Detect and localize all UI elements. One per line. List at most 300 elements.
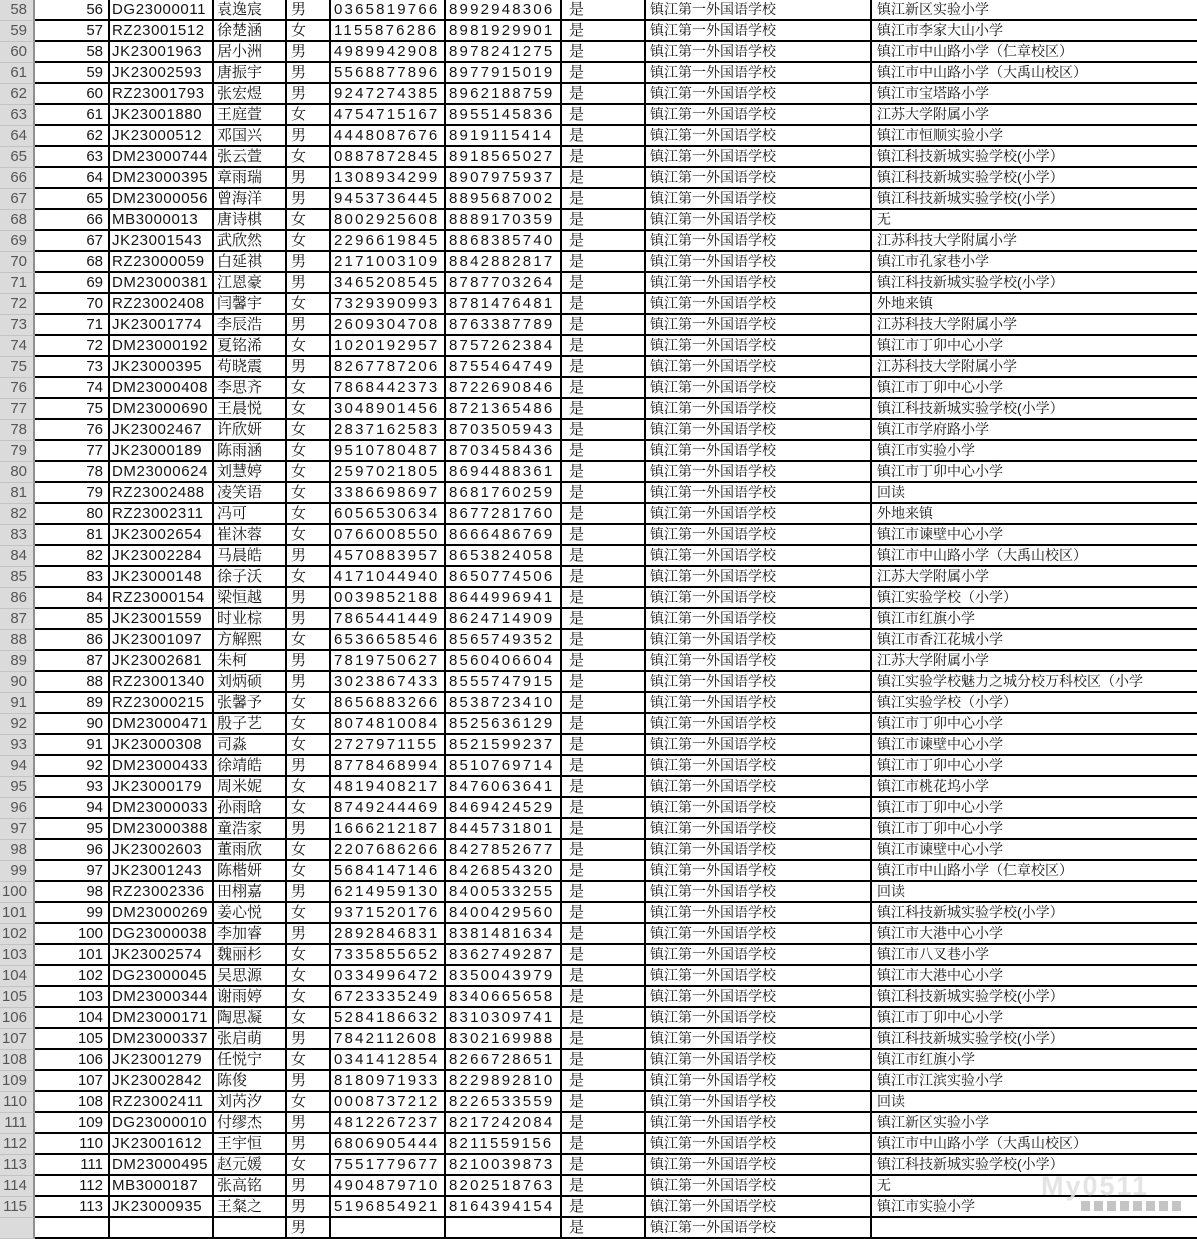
confirm-flag-cell[interactable]: 是 <box>562 693 646 714</box>
id-number-1-cell[interactable]: 9247274385 <box>331 84 446 105</box>
origin-school-cell[interactable]: 镇江市丁卯中心小学 <box>872 1008 1197 1029</box>
student-name-cell[interactable]: 徐靖皓 <box>214 756 287 777</box>
sequence-cell[interactable]: 88 <box>35 672 110 693</box>
admitted-school-cell[interactable]: 镇江第一外国语学校 <box>646 1092 872 1113</box>
id-number-2-cell[interactable]: 8555747915 <box>446 672 562 693</box>
row-number-header[interactable]: 64 <box>0 126 35 147</box>
gender-cell[interactable]: 男 <box>287 588 331 609</box>
row-number-header[interactable]: 100 <box>0 882 35 903</box>
id-number-1-cell[interactable]: 2597021805 <box>331 462 446 483</box>
gender-cell[interactable]: 女 <box>287 840 331 861</box>
student-code-cell[interactable]: JK23001559 <box>110 609 214 630</box>
gender-cell[interactable]: 男 <box>287 1176 331 1197</box>
sequence-cell[interactable]: 82 <box>35 546 110 567</box>
gender-cell[interactable]: 女 <box>287 462 331 483</box>
id-number-2-cell[interactable]: 8362749287 <box>446 945 562 966</box>
origin-school-cell[interactable]: 镇江市丁卯中心小学 <box>872 336 1197 357</box>
confirm-flag-cell[interactable]: 是 <box>562 861 646 882</box>
sequence-cell[interactable]: 107 <box>35 1071 110 1092</box>
sequence-cell[interactable]: 94 <box>35 798 110 819</box>
origin-school-cell[interactable]: 镇江市香江花城小学 <box>872 630 1197 651</box>
gender-cell[interactable]: 男 <box>287 84 331 105</box>
admitted-school-cell[interactable]: 镇江第一外国语学校 <box>646 1155 872 1176</box>
origin-school-cell[interactable]: 镇江市谏壁中心小学 <box>872 735 1197 756</box>
gender-cell[interactable]: 女 <box>287 399 331 420</box>
origin-school-cell[interactable]: 镇江市中山路小学（大禹山校区） <box>872 1134 1197 1155</box>
id-number-2-cell[interactable]: 8653824058 <box>446 546 562 567</box>
sequence-cell[interactable]: 61 <box>35 105 110 126</box>
admitted-school-cell[interactable]: 镇江第一外国语学校 <box>646 588 872 609</box>
gender-cell[interactable]: 男 <box>287 273 331 294</box>
student-name-cell[interactable]: 童浩家 <box>214 819 287 840</box>
row-number-header[interactable]: 74 <box>0 336 35 357</box>
gender-cell[interactable]: 男 <box>287 882 331 903</box>
sequence-cell[interactable]: 68 <box>35 252 110 273</box>
gender-cell[interactable]: 女 <box>287 945 331 966</box>
student-code-cell[interactable]: RZ23001512 <box>110 21 214 42</box>
student-name-cell[interactable]: 刘芮汐 <box>214 1092 287 1113</box>
confirm-flag-cell[interactable]: 是 <box>562 210 646 231</box>
confirm-flag-cell[interactable]: 是 <box>562 798 646 819</box>
admitted-school-cell[interactable]: 镇江第一外国语学校 <box>646 420 872 441</box>
id-number-1-cell[interactable]: 8267787206 <box>331 357 446 378</box>
id-number-2-cell[interactable]: 8681760259 <box>446 483 562 504</box>
origin-school-cell[interactable]: 镇江科技新城实验学校(小学） <box>872 399 1197 420</box>
sequence-cell[interactable]: 103 <box>35 987 110 1008</box>
student-name-cell[interactable]: 江恩豪 <box>214 273 287 294</box>
admitted-school-cell[interactable]: 镇江第一外国语学校 <box>646 189 872 210</box>
gender-cell[interactable]: 男 <box>287 252 331 273</box>
admitted-school-cell[interactable]: 镇江第一外国语学校 <box>646 1176 872 1197</box>
id-number-2-cell[interactable]: 8919115414 <box>446 126 562 147</box>
gender-cell[interactable]: 女 <box>287 987 331 1008</box>
student-name-cell[interactable]: 徐楚涵 <box>214 21 287 42</box>
sequence-cell[interactable]: 71 <box>35 315 110 336</box>
origin-school-cell[interactable]: 镇江市丁卯中心小学 <box>872 798 1197 819</box>
student-name-cell[interactable]: 武欣然 <box>214 231 287 252</box>
student-code-cell[interactable]: JK23000308 <box>110 735 214 756</box>
row-number-header[interactable]: 71 <box>0 273 35 294</box>
id-number-2-cell[interactable]: 8340665658 <box>446 987 562 1008</box>
id-number-1-cell[interactable]: 2296619845 <box>331 231 446 252</box>
student-code-cell[interactable]: JK23001543 <box>110 231 214 252</box>
student-code-cell[interactable]: JK23001279 <box>110 1050 214 1071</box>
student-code-cell[interactable]: DM23000192 <box>110 336 214 357</box>
confirm-flag-cell[interactable]: 是 <box>562 1134 646 1155</box>
row-number-header[interactable]: 112 <box>0 1134 35 1155</box>
student-code-cell[interactable]: JK23002603 <box>110 840 214 861</box>
id-number-2-cell[interactable]: 8889170359 <box>446 210 562 231</box>
confirm-flag-cell[interactable]: 是 <box>562 1113 646 1134</box>
row-number-header[interactable]: 102 <box>0 924 35 945</box>
id-number-2-cell[interactable]: 8907975937 <box>446 168 562 189</box>
id-number-1-cell[interactable]: 7868442373 <box>331 378 446 399</box>
origin-school-cell[interactable]: 镇江新区实验小学 <box>872 1113 1197 1134</box>
id-number-1-cell[interactable]: 6806905444 <box>331 1134 446 1155</box>
row-number-header[interactable]: 78 <box>0 420 35 441</box>
sequence-cell[interactable]: 97 <box>35 861 110 882</box>
gender-cell[interactable]: 女 <box>287 1008 331 1029</box>
student-name-cell[interactable]: 陈楷妍 <box>214 861 287 882</box>
gender-cell[interactable]: 男 <box>287 357 331 378</box>
admitted-school-cell[interactable]: 镇江第一外国语学校 <box>646 441 872 462</box>
id-number-1-cell[interactable]: 5284186632 <box>331 1008 446 1029</box>
student-name-cell[interactable]: 夏铭浠 <box>214 336 287 357</box>
gender-cell[interactable]: 女 <box>287 504 331 525</box>
id-number-1-cell[interactable]: 0766008550 <box>331 525 446 546</box>
student-name-cell[interactable]: 张宏煜 <box>214 84 287 105</box>
student-code-cell[interactable]: DM23000495 <box>110 1155 214 1176</box>
id-number-2-cell[interactable]: 8666486769 <box>446 525 562 546</box>
student-name-cell[interactable]: 徐子沃 <box>214 567 287 588</box>
admitted-school-cell[interactable]: 镇江第一外国语学校 <box>646 1008 872 1029</box>
id-number-2-cell[interactable]: 8476063641 <box>446 777 562 798</box>
confirm-flag-cell[interactable]: 是 <box>562 735 646 756</box>
id-number-1-cell[interactable]: 8002925608 <box>331 210 446 231</box>
student-name-cell[interactable]: 刘炳硕 <box>214 672 287 693</box>
gender-cell[interactable]: 男 <box>287 609 331 630</box>
student-name-cell[interactable]: 冯可 <box>214 504 287 525</box>
id-number-1-cell[interactable] <box>331 1218 446 1239</box>
sequence-cell[interactable]: 76 <box>35 420 110 441</box>
id-number-2-cell[interactable]: 8918565027 <box>446 147 562 168</box>
gender-cell[interactable]: 女 <box>287 441 331 462</box>
student-name-cell[interactable]: 邓国兴 <box>214 126 287 147</box>
id-number-1-cell[interactable]: 7842112608 <box>331 1029 446 1050</box>
id-number-1-cell[interactable]: 4754715167 <box>331 105 446 126</box>
student-name-cell[interactable]: 时业棕 <box>214 609 287 630</box>
id-number-2-cell[interactable]: 8624714909 <box>446 609 562 630</box>
sequence-cell[interactable]: 111 <box>35 1155 110 1176</box>
confirm-flag-cell[interactable]: 是 <box>562 21 646 42</box>
gender-cell[interactable]: 女 <box>287 714 331 735</box>
confirm-flag-cell[interactable]: 是 <box>562 399 646 420</box>
admitted-school-cell[interactable]: 镇江第一外国语学校 <box>646 147 872 168</box>
student-code-cell[interactable]: DG23000010 <box>110 1113 214 1134</box>
admitted-school-cell[interactable]: 镇江第一外国语学校 <box>646 945 872 966</box>
sequence-cell[interactable]: 89 <box>35 693 110 714</box>
student-name-cell[interactable]: 魏丽杉 <box>214 945 287 966</box>
origin-school-cell[interactable]: 镇江市八叉巷小学 <box>872 945 1197 966</box>
student-name-cell[interactable]: 凌笑语 <box>214 483 287 504</box>
row-number-header[interactable]: 73 <box>0 315 35 336</box>
student-name-cell[interactable]: 付缪杰 <box>214 1113 287 1134</box>
id-number-1-cell[interactable]: 4570883957 <box>331 546 446 567</box>
gender-cell[interactable]: 女 <box>287 1155 331 1176</box>
student-code-cell[interactable]: DG23000011 <box>110 0 214 21</box>
origin-school-cell[interactable]: 镇江市实验小学 <box>872 441 1197 462</box>
admitted-school-cell[interactable]: 镇江第一外国语学校 <box>646 777 872 798</box>
sequence-cell[interactable]: 70 <box>35 294 110 315</box>
id-number-1-cell[interactable]: 1666212187 <box>331 819 446 840</box>
gender-cell[interactable]: 男 <box>287 42 331 63</box>
confirm-flag-cell[interactable]: 是 <box>562 819 646 840</box>
id-number-1-cell[interactable]: 1020192957 <box>331 336 446 357</box>
student-code-cell[interactable]: RZ23002311 <box>110 504 214 525</box>
row-number-header[interactable]: 94 <box>0 756 35 777</box>
id-number-1-cell[interactable]: 4171044940 <box>331 567 446 588</box>
admitted-school-cell[interactable]: 镇江第一外国语学校 <box>646 1113 872 1134</box>
id-number-1-cell[interactable]: 8656883266 <box>331 693 446 714</box>
gender-cell[interactable]: 男 <box>287 0 331 21</box>
id-number-2-cell[interactable]: 8644996941 <box>446 588 562 609</box>
confirm-flag-cell[interactable]: 是 <box>562 42 646 63</box>
student-code-cell[interactable]: MB3000013 <box>110 210 214 231</box>
admitted-school-cell[interactable]: 镇江第一外国语学校 <box>646 1197 872 1218</box>
sequence-cell[interactable]: 102 <box>35 966 110 987</box>
id-number-2-cell[interactable]: 8763387789 <box>446 315 562 336</box>
row-number-header[interactable]: 76 <box>0 378 35 399</box>
gender-cell[interactable]: 女 <box>287 966 331 987</box>
student-code-cell[interactable]: JK23000189 <box>110 441 214 462</box>
student-name-cell[interactable]: 张云萱 <box>214 147 287 168</box>
student-name-cell[interactable]: 马晨皓 <box>214 546 287 567</box>
row-number-header[interactable]: 110 <box>0 1092 35 1113</box>
row-number-header[interactable]: 65 <box>0 147 35 168</box>
sequence-cell[interactable]: 56 <box>35 0 110 21</box>
origin-school-cell[interactable]: 回读 <box>872 1092 1197 1113</box>
gender-cell[interactable]: 女 <box>287 777 331 798</box>
id-number-1-cell[interactable]: 6723335249 <box>331 987 446 1008</box>
admitted-school-cell[interactable]: 镇江第一外国语学校 <box>646 1029 872 1050</box>
id-number-2-cell[interactable]: 8310309741 <box>446 1008 562 1029</box>
origin-school-cell[interactable]: 镇江市丁卯中心小学 <box>872 819 1197 840</box>
confirm-flag-cell[interactable]: 是 <box>562 672 646 693</box>
gender-cell[interactable]: 男 <box>287 819 331 840</box>
student-name-cell[interactable]: 章雨瑞 <box>214 168 287 189</box>
origin-school-cell[interactable]: 镇江科技新城实验学校(小学） <box>872 987 1197 1008</box>
admitted-school-cell[interactable]: 镇江第一外国语学校 <box>646 210 872 231</box>
admitted-school-cell[interactable]: 镇江第一外国语学校 <box>646 714 872 735</box>
id-number-2-cell[interactable]: 8426854320 <box>446 861 562 882</box>
origin-school-cell[interactable]: 镇江市大港中心小学 <box>872 924 1197 945</box>
student-code-cell[interactable]: DM23000395 <box>110 168 214 189</box>
confirm-flag-cell[interactable]: 是 <box>562 420 646 441</box>
sequence-cell[interactable]: 81 <box>35 525 110 546</box>
admitted-school-cell[interactable]: 镇江第一外国语学校 <box>646 315 872 336</box>
origin-school-cell[interactable]: 无 <box>872 1176 1197 1197</box>
id-number-2-cell[interactable]: 8694488361 <box>446 462 562 483</box>
gender-cell[interactable]: 男 <box>287 63 331 84</box>
student-code-cell[interactable]: DM23000171 <box>110 1008 214 1029</box>
admitted-school-cell[interactable]: 镇江第一外国语学校 <box>646 252 872 273</box>
id-number-2-cell[interactable]: 8521599237 <box>446 735 562 756</box>
student-name-cell[interactable]: 李辰浩 <box>214 315 287 336</box>
sequence-cell[interactable]: 75 <box>35 399 110 420</box>
origin-school-cell[interactable]: 江苏大学附属小学 <box>872 651 1197 672</box>
sequence-cell[interactable]: 72 <box>35 336 110 357</box>
id-number-1-cell[interactable]: 7865441449 <box>331 609 446 630</box>
origin-school-cell[interactable]: 镇江科技新城实验学校(小学） <box>872 147 1197 168</box>
admitted-school-cell[interactable]: 镇江第一外国语学校 <box>646 483 872 504</box>
sequence-cell[interactable]: 83 <box>35 567 110 588</box>
origin-school-cell[interactable]: 外地来镇 <box>872 294 1197 315</box>
gender-cell[interactable]: 女 <box>287 231 331 252</box>
id-number-1-cell[interactable]: 9510780487 <box>331 441 446 462</box>
admitted-school-cell[interactable]: 镇江第一外国语学校 <box>646 378 872 399</box>
student-code-cell[interactable]: JK23001097 <box>110 630 214 651</box>
id-number-1-cell[interactable]: 3465208545 <box>331 273 446 294</box>
confirm-flag-cell[interactable]: 是 <box>562 462 646 483</box>
admitted-school-cell[interactable]: 镇江第一外国语学校 <box>646 1050 872 1071</box>
student-name-cell[interactable]: 任悦宁 <box>214 1050 287 1071</box>
student-name-cell[interactable]: 闫馨宇 <box>214 294 287 315</box>
admitted-school-cell[interactable]: 镇江第一外国语学校 <box>646 231 872 252</box>
student-code-cell[interactable]: RZ23000059 <box>110 252 214 273</box>
admitted-school-cell[interactable]: 镇江第一外国语学校 <box>646 672 872 693</box>
id-number-1-cell[interactable]: 7335855652 <box>331 945 446 966</box>
sequence-cell[interactable]: 63 <box>35 147 110 168</box>
origin-school-cell[interactable]: 镇江市中山路小学（大禹山校区） <box>872 63 1197 84</box>
origin-school-cell[interactable]: 镇江实验学校（小学） <box>872 693 1197 714</box>
student-name-cell[interactable]: 唐诗棋 <box>214 210 287 231</box>
origin-school-cell[interactable]: 镇江市红旗小学 <box>872 1050 1197 1071</box>
id-number-2-cell[interactable]: 8962188759 <box>446 84 562 105</box>
id-number-2-cell[interactable]: 8538723410 <box>446 693 562 714</box>
origin-school-cell[interactable]: 江苏科技大学附属小学 <box>872 357 1197 378</box>
origin-school-cell[interactable]: 镇江市红旗小学 <box>872 609 1197 630</box>
row-number-header[interactable]: 85 <box>0 567 35 588</box>
gender-cell[interactable]: 男 <box>287 756 331 777</box>
student-name-cell[interactable]: 曾海洋 <box>214 189 287 210</box>
student-name-cell[interactable]: 许欣妍 <box>214 420 287 441</box>
confirm-flag-cell[interactable]: 是 <box>562 1155 646 1176</box>
row-number-header[interactable] <box>0 1218 35 1239</box>
id-number-2-cell[interactable]: 8266728651 <box>446 1050 562 1071</box>
confirm-flag-cell[interactable]: 是 <box>562 189 646 210</box>
row-number-header[interactable]: 82 <box>0 504 35 525</box>
gender-cell[interactable]: 女 <box>287 21 331 42</box>
gender-cell[interactable]: 女 <box>287 336 331 357</box>
confirm-flag-cell[interactable]: 是 <box>562 357 646 378</box>
student-code-cell[interactable]: JK23002284 <box>110 546 214 567</box>
confirm-flag-cell[interactable]: 是 <box>562 651 646 672</box>
student-code-cell[interactable]: JK23002681 <box>110 651 214 672</box>
gender-cell[interactable]: 女 <box>287 483 331 504</box>
origin-school-cell[interactable]: 镇江科技新城实验学校(小学） <box>872 168 1197 189</box>
student-code-cell[interactable]: JK23001612 <box>110 1134 214 1155</box>
student-name-cell[interactable]: 王庭萱 <box>214 105 287 126</box>
admitted-school-cell[interactable]: 镇江第一外国语学校 <box>646 273 872 294</box>
student-name-cell[interactable]: 李加睿 <box>214 924 287 945</box>
row-number-header[interactable]: 105 <box>0 987 35 1008</box>
id-number-2-cell[interactable]: 8721365486 <box>446 399 562 420</box>
gender-cell[interactable]: 女 <box>287 525 331 546</box>
admitted-school-cell[interactable]: 镇江第一外国语学校 <box>646 21 872 42</box>
gender-cell[interactable]: 女 <box>287 567 331 588</box>
origin-school-cell[interactable]: 镇江市恒顺实验小学 <box>872 126 1197 147</box>
admitted-school-cell[interactable]: 镇江第一外国语学校 <box>646 294 872 315</box>
student-code-cell[interactable]: DM23000433 <box>110 756 214 777</box>
student-code-cell[interactable]: RZ23002336 <box>110 882 214 903</box>
id-number-1-cell[interactable]: 2837162583 <box>331 420 446 441</box>
student-name-cell[interactable]: 苟晓震 <box>214 357 287 378</box>
id-number-1-cell[interactable]: 2892846831 <box>331 924 446 945</box>
gender-cell[interactable]: 男 <box>287 924 331 945</box>
origin-school-cell[interactable]: 江苏科技大学附属小学 <box>872 315 1197 336</box>
student-code-cell[interactable]: DM23000690 <box>110 399 214 420</box>
student-code-cell[interactable]: DM23000624 <box>110 462 214 483</box>
gender-cell[interactable]: 女 <box>287 294 331 315</box>
id-number-1-cell[interactable]: 5196854921 <box>331 1197 446 1218</box>
student-name-cell[interactable]: 朱柯 <box>214 651 287 672</box>
id-number-2-cell[interactable]: 8400533255 <box>446 882 562 903</box>
id-number-2-cell[interactable]: 8955145836 <box>446 105 562 126</box>
student-code-cell[interactable]: DM23000744 <box>110 147 214 168</box>
row-number-header[interactable]: 99 <box>0 861 35 882</box>
student-code-cell[interactable]: JK23002467 <box>110 420 214 441</box>
row-number-header[interactable]: 66 <box>0 168 35 189</box>
id-number-1-cell[interactable]: 3048901456 <box>331 399 446 420</box>
id-number-1-cell[interactable]: 2609304708 <box>331 315 446 336</box>
row-number-header[interactable]: 115 <box>0 1197 35 1218</box>
origin-school-cell[interactable]: 外地来镇 <box>872 504 1197 525</box>
student-code-cell[interactable]: JK23000512 <box>110 126 214 147</box>
student-name-cell[interactable]: 张高铭 <box>214 1176 287 1197</box>
row-number-header[interactable]: 60 <box>0 42 35 63</box>
student-code-cell[interactable]: RZ23001793 <box>110 84 214 105</box>
sequence-cell[interactable]: 104 <box>35 1008 110 1029</box>
origin-school-cell[interactable]: 镇江科技新城实验学校(小学） <box>872 189 1197 210</box>
student-name-cell[interactable]: 梁恒越 <box>214 588 287 609</box>
admitted-school-cell[interactable]: 镇江第一外国语学校 <box>646 63 872 84</box>
confirm-flag-cell[interactable]: 是 <box>562 1197 646 1218</box>
gender-cell[interactable]: 女 <box>287 693 331 714</box>
row-number-header[interactable]: 59 <box>0 21 35 42</box>
id-number-1-cell[interactable]: 4904879710 <box>331 1176 446 1197</box>
gender-cell[interactable]: 女 <box>287 735 331 756</box>
confirm-flag-cell[interactable]: 是 <box>562 777 646 798</box>
row-number-header[interactable]: 72 <box>0 294 35 315</box>
id-number-2-cell[interactable]: 8565749352 <box>446 630 562 651</box>
id-number-2-cell[interactable]: 8868385740 <box>446 231 562 252</box>
student-name-cell[interactable]: 王晨悦 <box>214 399 287 420</box>
confirm-flag-cell[interactable]: 是 <box>562 630 646 651</box>
student-name-cell[interactable]: 唐振宇 <box>214 63 287 84</box>
id-number-2-cell[interactable]: 8445731801 <box>446 819 562 840</box>
gender-cell[interactable]: 男 <box>287 672 331 693</box>
gender-cell[interactable]: 女 <box>287 903 331 924</box>
confirm-flag-cell[interactable]: 是 <box>562 336 646 357</box>
confirm-flag-cell[interactable]: 是 <box>562 168 646 189</box>
id-number-2-cell[interactable]: 8217242084 <box>446 1113 562 1134</box>
id-number-2-cell[interactable]: 8650774506 <box>446 567 562 588</box>
admitted-school-cell[interactable]: 镇江第一外国语学校 <box>646 525 872 546</box>
sequence-cell[interactable]: 78 <box>35 462 110 483</box>
id-number-2-cell[interactable]: 8525636129 <box>446 714 562 735</box>
gender-cell[interactable]: 男 <box>287 126 331 147</box>
admitted-school-cell[interactable]: 镇江第一外国语学校 <box>646 336 872 357</box>
student-name-cell[interactable]: 姜心悦 <box>214 903 287 924</box>
admitted-school-cell[interactable]: 镇江第一外国语学校 <box>646 126 872 147</box>
origin-school-cell[interactable]: 镇江科技新城实验学校(小学） <box>872 273 1197 294</box>
student-code-cell[interactable]: JK23000148 <box>110 567 214 588</box>
admitted-school-cell[interactable]: 镇江第一外国语学校 <box>646 1071 872 1092</box>
id-number-2-cell[interactable]: 8226533559 <box>446 1092 562 1113</box>
admitted-school-cell[interactable]: 镇江第一外国语学校 <box>646 966 872 987</box>
student-name-cell[interactable]: 袁逸宸 <box>214 0 287 21</box>
sequence-cell[interactable]: 74 <box>35 378 110 399</box>
row-number-header[interactable]: 68 <box>0 210 35 231</box>
student-code-cell[interactable]: DM23000344 <box>110 987 214 1008</box>
student-code-cell[interactable]: JK23001243 <box>110 861 214 882</box>
row-number-header[interactable]: 90 <box>0 672 35 693</box>
admitted-school-cell[interactable]: 镇江第一外国语学校 <box>646 609 872 630</box>
id-number-2-cell[interactable]: 8510769714 <box>446 756 562 777</box>
sequence-cell[interactable]: 84 <box>35 588 110 609</box>
student-code-cell[interactable]: JK23000395 <box>110 357 214 378</box>
id-number-1-cell[interactable]: 0341412854 <box>331 1050 446 1071</box>
